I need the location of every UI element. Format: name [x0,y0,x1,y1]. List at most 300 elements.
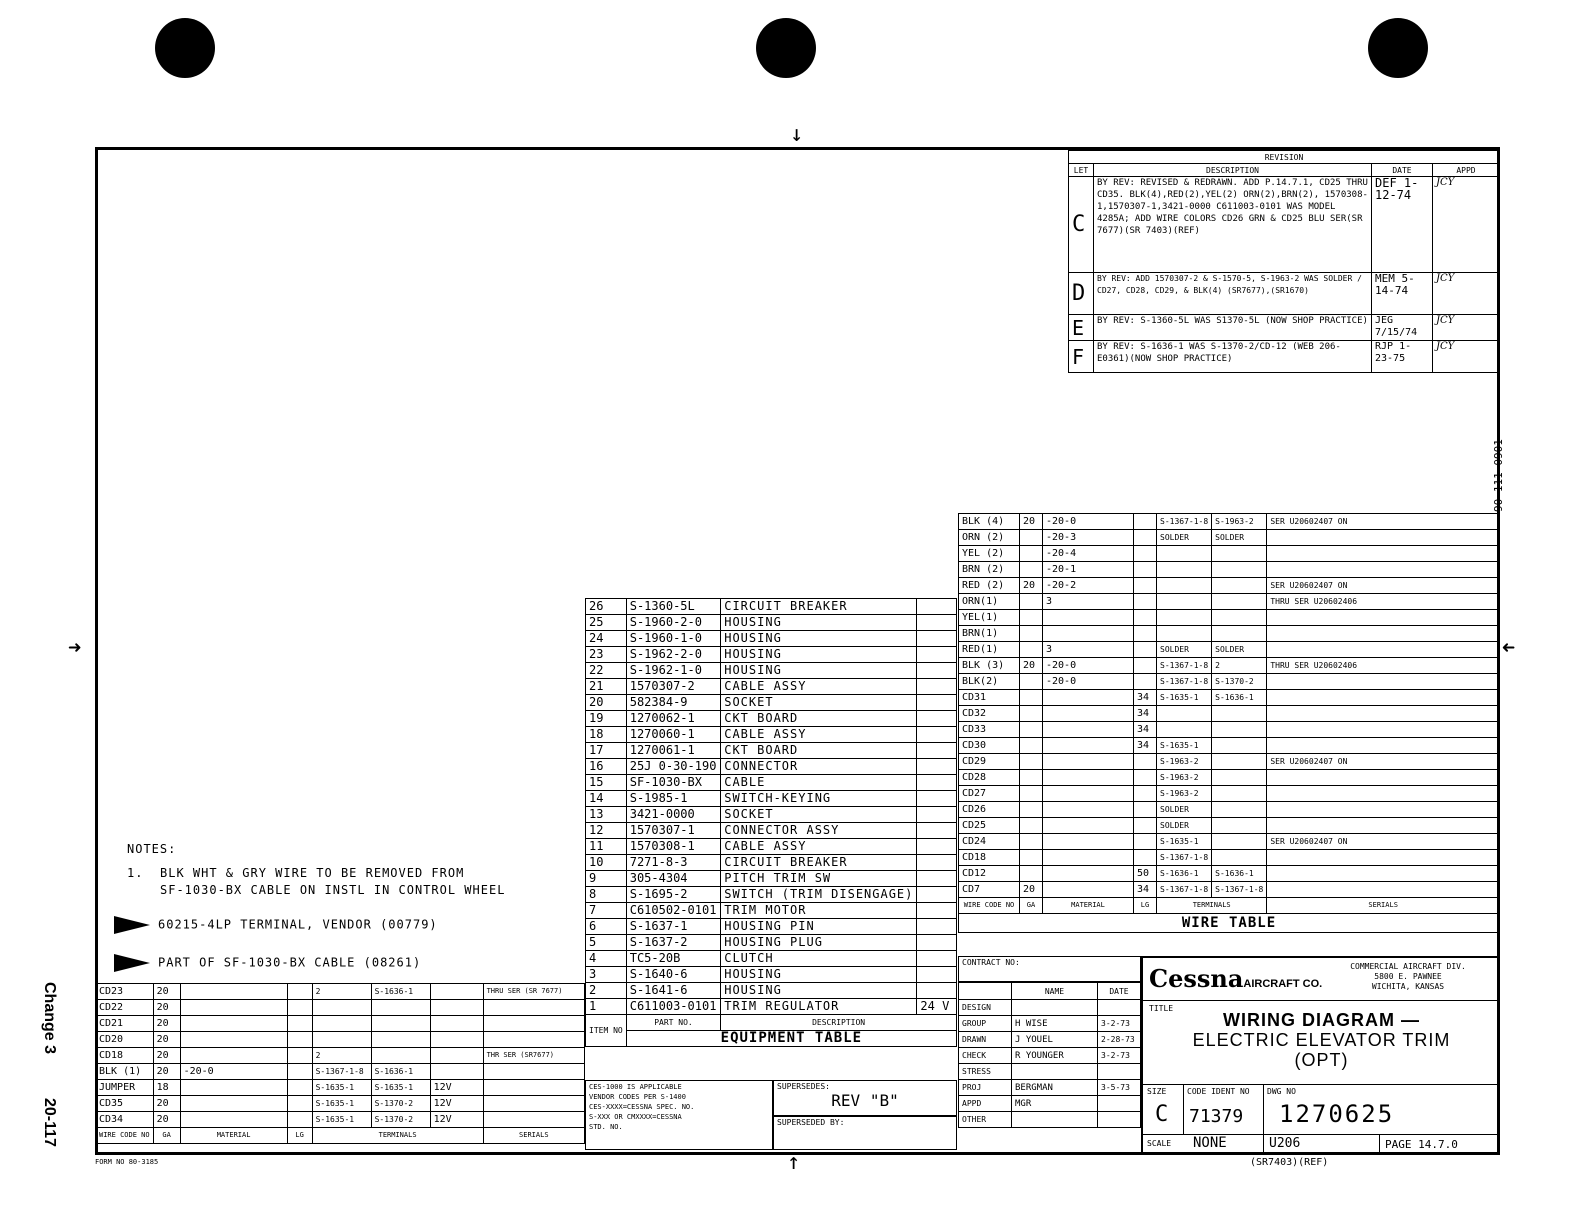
part-description: TRIM REGULATOR [721,999,917,1015]
table-row [586,599,957,615]
wire-serials [483,1080,584,1096]
approval-label: DRAWN [959,1032,1012,1048]
division-name: COMMERCIAL AIRCRAFT DIV. [1350,962,1466,971]
terminal-2 [1212,802,1267,818]
wire-serials: SER U20602407 ON [1267,578,1500,594]
supersedes-cell: SUPERSEDES: REV "B" [773,1080,957,1116]
table-row [959,562,1500,578]
table-row [586,807,957,823]
wire-gauge [1020,626,1043,642]
part-extra [917,967,957,983]
table-row [96,1016,585,1032]
approval-date: 2-28-73 [1098,1032,1141,1048]
wire-gauge: 20 [153,1000,180,1016]
wire-serials [1267,866,1500,882]
part-number: 1570307-1 [626,823,721,839]
part-extra [917,647,957,663]
wire-length [287,1048,312,1064]
wire-length [287,1064,312,1080]
approval-row [959,1080,1141,1096]
rev-appd-e: JCY [1433,315,1500,341]
wire-voltage [430,1032,483,1048]
rev-col-desc: DESCRIPTION [1094,164,1372,177]
wire-length [1134,850,1157,866]
wire-material [180,1032,287,1048]
wire-gauge [1020,834,1043,850]
wire-material: -20-0 [1043,674,1134,690]
table-row [959,578,1500,594]
small-table-footer: MATERIAL [180,1128,287,1144]
wire-gauge: 20 [153,1112,180,1128]
approval-label: GROUP [959,1016,1012,1032]
table-row [96,1112,585,1128]
wire-serials [1267,850,1500,866]
table-row [959,754,1500,770]
part-number: S-1962-2-0 [626,647,721,663]
rev-let-e: E [1069,315,1094,341]
part-number: 1270062-1 [626,711,721,727]
wire-length [1134,786,1157,802]
wire-material [1043,770,1134,786]
part-extra [917,919,957,935]
wire-serials [1267,802,1500,818]
table-row [96,1048,585,1064]
approval-row [959,1064,1141,1080]
part-extra [917,887,957,903]
approval-name: R YOUNGER [1012,1048,1098,1064]
table-row [959,514,1500,530]
terminal-1 [1157,578,1212,594]
wire-gauge [1020,866,1043,882]
terminal-1: S-1635-1 [312,1112,371,1128]
wire-gauge [1020,802,1043,818]
wire-code: YEL(1) [959,610,1020,626]
item-number: 1 [586,999,627,1015]
wire-material: -20-3 [1043,530,1134,546]
terminal-1: S-1367-1-8 [1157,674,1212,690]
table-row [959,706,1500,722]
wire-code: ORN(1) [959,594,1020,610]
rev-let-c: C [1069,177,1094,273]
equipment-table-title: EQUIPMENT TABLE [626,1031,956,1047]
part-description: HOUSING [721,663,917,679]
table-row [959,690,1500,706]
arrow-left-icon: ➜ [1502,636,1516,661]
note-flag-3: PART OF SF-1030-BX CABLE (08261) [114,954,421,972]
part-extra [917,599,957,615]
wire-length [287,1032,312,1048]
rev-appd-c: JCY [1433,177,1500,273]
table-row [586,999,957,1015]
wire-gauge: 20 [1020,658,1043,674]
item-number: 25 [586,615,627,631]
wire-table-footer: SERIALS [1267,898,1500,914]
terminal-1: S-1367-1-8 [1157,850,1212,866]
table-row [586,711,957,727]
item-number: 10 [586,855,627,871]
item-number: 13 [586,807,627,823]
wire-serials: SER U20602407 ON [1267,834,1500,850]
wire-table-footer: TERMINALS [1157,898,1267,914]
terminal-2 [1212,546,1267,562]
item-number: 4 [586,951,627,967]
table-row [586,695,957,711]
terminal-1: S-1635-1 [312,1080,371,1096]
wire-code: CD21 [96,1016,154,1032]
part-extra [917,983,957,999]
approval-date: 3-5-73 [1098,1080,1141,1096]
part-extra [917,823,957,839]
wire-material [1043,610,1134,626]
part-extra [917,695,957,711]
approval-row [959,1016,1141,1032]
wire-table-title: WIRE TABLE [959,914,1500,933]
table-row [586,935,957,951]
item-number: 6 [586,919,627,935]
table-row [586,631,957,647]
wire-code: CD18 [96,1048,154,1064]
terminal-2: S-1370-2 [371,1096,430,1112]
part-number: 1270061-1 [626,743,721,759]
wire-material [1043,722,1134,738]
table-row [959,546,1500,562]
eq-col-desc: DESCRIPTION [721,1015,957,1031]
small-wire-table [95,983,585,1144]
drawing-title-line1: WIRING DIAGRAM — [1223,1010,1420,1030]
wire-length [287,1016,312,1032]
terminal-1: S-1367-1-8 [1157,514,1212,530]
part-description: CABLE ASSY [721,679,917,695]
wire-serials [483,1096,584,1112]
table-row [959,866,1500,882]
terminal-2: S-1636-1 [371,1064,430,1080]
part-number: S-1695-2 [626,887,721,903]
wire-code: CD23 [96,984,154,1000]
part-number: S-1960-2-0 [626,615,721,631]
wire-code: RED(1) [959,642,1020,658]
part-description: HOUSING PLUG [721,935,917,951]
address-line1: 5800 E. PAWNEE [1374,972,1442,981]
rev-desc-c: BY REV: REVISED & REDRAWN. ADD P.14.7.1, CD25 THRU CD35. BLK(4),RED(2),YEL(2) ORN(2),BRN(2), 1570308-1,1570307-1,3421-0000 C611003-0101 WAS MODEL 4285A; ADD WIRE COLORS CD26 GRN & CD25 BLU SER(SR 7677)(SR 7403)(REF) [1094,177,1372,273]
supersedes-value: REV "B" [831,1091,899,1110]
wire-material: -20-0 [1043,658,1134,674]
terminal-2 [1212,770,1267,786]
wire-length: 50 [1134,866,1157,882]
part-description: CABLE ASSY [721,839,917,855]
binder-hole-center [756,18,816,78]
table-row [959,530,1500,546]
part-number: 7271-8-3 [626,855,721,871]
contract-number: CONTRACT NO: [958,956,1141,982]
terminal-1: 2 [312,984,371,1000]
terminal-1: 2 [312,1048,371,1064]
wire-length [1134,754,1157,770]
wire-material [1043,690,1134,706]
wire-gauge [1020,562,1043,578]
wire-code: CD35 [96,1096,154,1112]
part-extra [917,855,957,871]
wire-serials [483,1112,584,1128]
wire-serials [1267,738,1500,754]
terminal-1 [312,1000,371,1016]
table-row [586,855,957,871]
wire-length: 34 [1134,882,1157,898]
wire-length [287,1080,312,1096]
terminal-1 [1157,610,1212,626]
part-extra [917,711,957,727]
terminal-1: S-1635-1 [1157,834,1212,850]
wire-gauge: 20 [1020,514,1043,530]
wire-material [1043,786,1134,802]
part-extra [917,775,957,791]
item-number: 16 [586,759,627,775]
terminal-2 [1212,610,1267,626]
table-row [96,1096,585,1112]
part-number: 3421-0000 [626,807,721,823]
code-ident-label: CODE IDENT NO [1187,1087,1250,1096]
terminal-2 [1212,578,1267,594]
rev-let-d: D [1069,273,1094,315]
title-label: TITLE [1149,1004,1174,1013]
approval-date [1098,1112,1141,1128]
arrow-down-icon: ↓ [790,122,804,147]
part-description: CKT BOARD [721,743,917,759]
wire-serials: SER U20602407 ON [1267,754,1500,770]
wire-serials [1267,882,1500,898]
item-number: 19 [586,711,627,727]
part-extra [917,839,957,855]
terminal-1 [1157,562,1212,578]
terminal-2 [1212,626,1267,642]
terminal-2 [1212,594,1267,610]
terminal-1: SOLDER [1157,802,1212,818]
small-table-footer: WIRE CODE NO [96,1128,154,1144]
terminal-2 [1212,706,1267,722]
terminal-2 [1212,834,1267,850]
approval-date [1098,1000,1141,1016]
wire-material: -20-2 [1043,578,1134,594]
part-number: SF-1030-BX [626,775,721,791]
wire-length: 34 [1134,738,1157,754]
part-description: HOUSING [721,647,917,663]
wire-material: 3 [1043,642,1134,658]
part-number: S-1641-6 [626,983,721,999]
wire-gauge [1020,754,1043,770]
small-table-footer: TERMINALS [312,1128,483,1144]
terminal-1 [312,1032,371,1048]
terminal-2 [1212,754,1267,770]
rev-col-let: LET [1069,164,1094,177]
part-number: C611003-0101 [626,999,721,1015]
table-row [959,770,1500,786]
table-row [959,882,1500,898]
terminal-2: S-1636-1 [1212,690,1267,706]
table-row [586,727,957,743]
wire-material [1043,850,1134,866]
terminal-1 [1157,546,1212,562]
change-label: Change 3 [41,982,58,1055]
wire-material [180,1112,287,1128]
wire-length [1134,578,1157,594]
wire-material [1043,626,1134,642]
wire-gauge [1020,786,1043,802]
approval-date: 3-2-73 [1098,1048,1141,1064]
wire-material [1043,706,1134,722]
table-row [586,791,957,807]
item-no-icon: ITEM NO [586,1015,627,1047]
wire-serials: THRU SER U20602406 [1267,594,1500,610]
wire-code: BRN(1) [959,626,1020,642]
arrow-right-icon: ➜ [68,636,82,661]
dwg-no-label: DWG NO [1267,1087,1296,1096]
wire-gauge [1020,850,1043,866]
wire-serials [1267,722,1500,738]
wire-code: CD12 [959,866,1020,882]
scale-label: SCALE [1147,1139,1172,1148]
wire-material [180,1000,287,1016]
wire-code: CD29 [959,754,1020,770]
wire-serials [1267,562,1500,578]
wire-gauge [1020,722,1043,738]
approval-row [959,1032,1141,1048]
rev-desc-d: BY REV: ADD 1570307-2 & S-1570-5, S-1963-2 WAS SOLDER / CD27, CD28, CD29, & BLK(4) (SR7677),(SR1670) [1094,273,1372,315]
approval-table: NAME DATE DESIGN GROUP H WISE 3-2-73 DRAWN J YOUEL 2-28-73 CHECK R YOUNGER 3-2-73 STRESS PROJ BERGMAN 3-5-73 APPD MGR OTHER [958,982,1141,1128]
wire-serials [1267,546,1500,562]
wire-gauge [1020,818,1043,834]
terminal-1: SOLDER [1157,530,1212,546]
approval-name [1012,1000,1098,1016]
wire-serials [1267,674,1500,690]
item-number: 2 [586,983,627,999]
wire-gauge: 20 [153,1032,180,1048]
wire-serials [483,1032,584,1048]
table-row [96,1000,585,1016]
table-row [96,1032,585,1048]
wire-length [1134,626,1157,642]
wire-gauge: 20 [153,1016,180,1032]
terminal-2 [1212,786,1267,802]
table-row [959,850,1500,866]
part-extra [917,807,957,823]
part-description: CIRCUIT BREAKER [721,855,917,871]
terminal-2: S-1635-1 [371,1080,430,1096]
cessna-logo: CessnaAIRCRAFT CO. [1149,964,1323,993]
table-row [586,663,957,679]
wire-code: BLK(2) [959,674,1020,690]
part-description: SWITCH (TRIM DISENGAGE) [721,887,917,903]
part-description: TRIM MOTOR [721,903,917,919]
approval-label: PROJ [959,1080,1012,1096]
wire-gauge [1020,546,1043,562]
approval-name [1012,1112,1098,1128]
approval-name: J YOUEL [1012,1032,1098,1048]
approval-date [1098,1096,1141,1112]
size-label: SIZE [1147,1087,1167,1096]
table-row [586,743,957,759]
table-row [586,839,957,855]
terminal-1 [1157,594,1212,610]
part-extra [917,663,957,679]
approval-row [959,1048,1141,1064]
part-extra [917,871,957,887]
item-number: 17 [586,743,627,759]
rev-col-appd: APPD [1433,164,1500,177]
wire-serials: THRU SER (SR 7677) [483,984,584,1000]
note-1-line1: BLK WHT & GRY WIRE TO BE REMOVED FROM [160,866,465,880]
wire-length [1134,642,1157,658]
wire-gauge: 18 [153,1080,180,1096]
table-row [586,887,957,903]
wire-gauge [1020,738,1043,754]
note-1-line2: SF-1030-BX CABLE ON INSTL IN CONTROL WHEEL [160,883,506,897]
revision-header: REVISION [1069,151,1500,164]
item-number: 26 [586,599,627,615]
wire-serials [483,1064,584,1080]
wire-serials [483,1000,584,1016]
wire-length [1134,674,1157,690]
wire-gauge [1020,770,1043,786]
wire-voltage: 12V [430,1096,483,1112]
part-number: S-1960-1-0 [626,631,721,647]
wire-length [1134,594,1157,610]
eq-col-part: PART NO. [626,1015,721,1031]
table-row [959,658,1500,674]
part-description: CABLE ASSY [721,727,917,743]
terminal-2 [1212,850,1267,866]
rev-let-f: F [1069,341,1094,373]
table-row [586,951,957,967]
part-number: TC5-20B [626,951,721,967]
terminal-2 [1212,738,1267,754]
wire-code: CD7 [959,882,1020,898]
note-flag-2: 60215-4LP TERMINAL, VENDOR (00779) [114,916,438,934]
revision-table [1068,150,1500,373]
table-row [586,615,957,631]
wire-material: -20-0 [1043,514,1134,530]
approval-name: MGR [1012,1096,1098,1112]
part-number: 305-4304 [626,871,721,887]
wire-material [1043,882,1134,898]
part-extra [917,951,957,967]
rev-date-d: MEM 5-14-74 [1372,273,1433,315]
wire-length: 34 [1134,706,1157,722]
item-number: 21 [586,679,627,695]
terminal-2: S-1636-1 [371,984,430,1000]
item-number: 9 [586,871,627,887]
terminal-2: S-1370-2 [371,1112,430,1128]
terminal-1: S-1635-1 [312,1096,371,1112]
wire-voltage: 12V [430,1112,483,1128]
item-number: 7 [586,903,627,919]
part-description: HOUSING [721,615,917,631]
wire-code: CD25 [959,818,1020,834]
dwg-no-value: 1270625 [1279,1100,1395,1128]
table-row [959,674,1500,690]
part-extra [917,935,957,951]
table-row [586,647,957,663]
approval-label: DESIGN [959,1000,1012,1016]
wire-voltage [430,1000,483,1016]
table-row [959,802,1500,818]
part-description: CIRCUIT BREAKER [721,599,917,615]
wire-gauge: 20 [153,1096,180,1112]
item-number: 15 [586,775,627,791]
terminal-1 [1157,626,1212,642]
terminal-2: S-1367-1-8 [1212,882,1267,898]
side-drawing-number: 90-111-0901 [1492,439,1505,512]
wire-length [287,1096,312,1112]
table-row [959,642,1500,658]
